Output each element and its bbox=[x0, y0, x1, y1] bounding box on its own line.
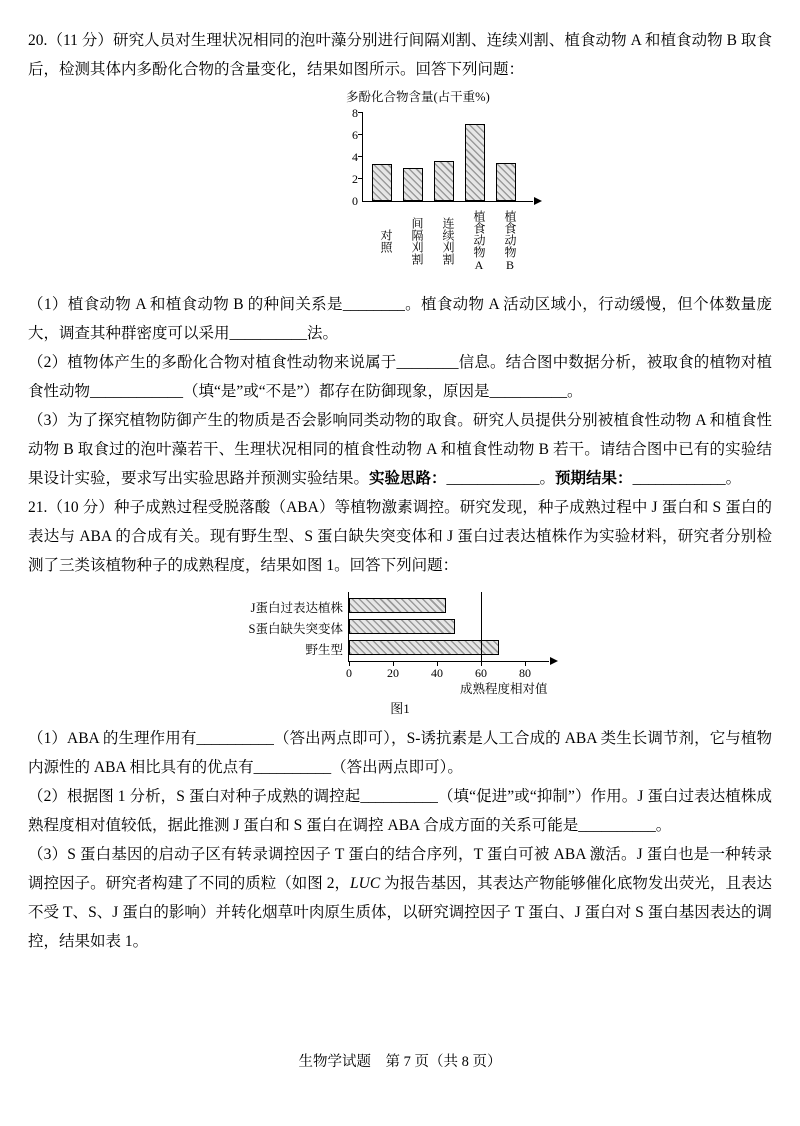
page-footer: 生物学试题 第 7 页（共 8 页） bbox=[298, 1054, 502, 1070]
q20-sub3-label-result: 预期结果： bbox=[555, 470, 633, 487]
axis-label-间隔刈割: 间隔刈割 bbox=[410, 217, 424, 265]
y-tick-mark bbox=[358, 156, 363, 157]
axis-label-连续刈割: 连续刈割 bbox=[441, 217, 455, 265]
chart1-body bbox=[346, 106, 586, 208]
y-tick-mark bbox=[358, 134, 363, 135]
chart2-x-ticks bbox=[346, 662, 549, 682]
category-label-J蛋白过表达植株: J蛋白过表达植株 bbox=[250, 601, 343, 615]
maturity-bar-chart bbox=[230, 592, 590, 716]
polyphenol-bar-chart bbox=[346, 90, 586, 280]
bar-J蛋白过表达植株 bbox=[349, 598, 446, 613]
axis-label-植食动物A: 植食动物A bbox=[472, 210, 486, 272]
q20-sub3-label-approach: 实验思路： bbox=[369, 470, 447, 487]
x-tick-60: 60 bbox=[475, 666, 487, 680]
y-tick-6: 6 bbox=[352, 128, 358, 142]
category-label-S蛋白缺失突变体: S蛋白缺失突变体 bbox=[248, 622, 343, 636]
chart2-x-axis-label: 成熟程度相对值 bbox=[460, 682, 548, 696]
q20-sub1: （1）植食动物 A 和植食动物 B 的种间关系是________。植食动物 A 活动区域小，行动缓慢，但个体数量庞大，调查其种群密度可以采用__________法。 bbox=[28, 296, 772, 342]
y-tick-mark bbox=[358, 178, 363, 179]
q20-sub2: （2）植物体产生的多酚化合物对植食性动物来说属于________信息。结合图中数据分析，被取食的植物对植食性动物____________（填“是”或“不是”）都存在防御现象，原因是__________。 bbox=[28, 354, 772, 400]
bar-S蛋白缺失突变体 bbox=[349, 619, 455, 634]
axis-label-植食动物B: 植食动物B bbox=[503, 210, 517, 272]
q20-sub3-blank2: ____________。 bbox=[632, 470, 742, 487]
q21-sub3-post: 为报告基因，其表达产物能够催化底物发出荧光，且表达不受 T、S、J 蛋白的影响）并转化烟草叶肉原生质体，以研究调控因子 T 蛋白、J 蛋白对 S 蛋白基因表达的调控，结果如表 1。 bbox=[28, 875, 772, 950]
bar-野生型 bbox=[349, 640, 499, 655]
x-tick-80: 80 bbox=[519, 666, 531, 680]
chart1-title: 多酚化合物含量(占干重%) bbox=[346, 90, 490, 104]
chart2-plot bbox=[348, 592, 549, 662]
q21-sub3 bbox=[28, 840, 772, 956]
q20-sub3-main: （3）为了探究植物防御产生的物质是否会影响同类动物的取食。研究人员提供分别被植食性动物 A 和植食性动物 B 取食过的泡叶藻若干、生理状况相同的植食性动物 A 和植食性动物 B 若干。请结合图中已有的实验结果设计实验，要求写出实验思路并预测实验结果。 bbox=[28, 412, 772, 487]
q21-sub1: （1）ABA 的生理作用有__________（答出两点即可），S-诱抗素是人工合成的 ABA 类生长调节剂，它与植物内源性的 ABA 相比具有的优点有__________（答出两点即可）。 bbox=[28, 730, 772, 776]
x-tick-0: 0 bbox=[346, 666, 352, 680]
chart1-y-axis bbox=[346, 106, 362, 208]
chart2-body bbox=[230, 592, 590, 662]
category-label-野生型: 野生型 bbox=[305, 643, 343, 657]
q21-sub3-luc-gene: LUC bbox=[350, 875, 381, 892]
q21-stem: 21.（10 分）种子成熟过程受脱落酸（ABA）等植物激素调控。研究发现，种子成熟过程中 J 蛋白和 S 蛋白的表达与 ABA 的合成有关。现有野生型、S 蛋白缺失突变体和 J 蛋白过表达植株作为实验材料，研究者分别检测了三类该植物种子的成熟程度，结果如图 1。回答下列问题： bbox=[28, 499, 772, 574]
x-axis-arrow-icon bbox=[550, 657, 558, 665]
y-tick-4: 4 bbox=[352, 150, 358, 164]
bar-植食动物B bbox=[496, 163, 516, 202]
bar-连续刈割 bbox=[434, 161, 454, 201]
chart1-plot bbox=[362, 113, 533, 202]
y-tick-2: 2 bbox=[352, 172, 358, 186]
chart1-x-labels bbox=[362, 202, 586, 280]
bar-植食动物A bbox=[465, 124, 485, 201]
x-axis-arrow-icon bbox=[534, 197, 542, 205]
bar-对照 bbox=[372, 164, 392, 201]
bar-间隔刈割 bbox=[403, 168, 423, 201]
q21-sub2: （2）根据图 1 分析，S 蛋白对种子成熟的调控起__________（填“促进”或“抑制”）作用。J 蛋白过表达植株成熟程度相对值较低，据此推测 J 蛋白和 S 蛋白在调控 ABA 合成方面的关系可能是__________。 bbox=[28, 788, 772, 834]
reference-line-60 bbox=[481, 592, 482, 661]
axis-label-对照: 对照 bbox=[379, 229, 393, 253]
q20-sub3-blank1: ____________。 bbox=[446, 470, 556, 487]
chart2-caption: 图1 bbox=[390, 701, 410, 716]
chart2-category-labels bbox=[230, 592, 348, 662]
q20-stem: 20.（11 分）研究人员对生理状况相同的泡叶藻分别进行间隔刈割、连续刈割、植食动物 A 和植食动物 B 取食后，检测其体内多酚化合物的含量变化，结果如图所示。回答下列问题： bbox=[28, 32, 772, 78]
q20-sub3 bbox=[28, 406, 772, 493]
y-tick-0: 0 bbox=[352, 194, 358, 208]
x-tick-40: 40 bbox=[431, 666, 443, 680]
q21-sub3-pre: （3）S 蛋白基因的启动子区有转录调控因子 T 蛋白的结合序列，T 蛋白可被 ABA 激活。J 蛋白也是一种转录调控因子。研究者构建了不同的质粒（如图 2， bbox=[28, 846, 772, 892]
y-tick-mark bbox=[358, 112, 363, 113]
x-tick-20: 20 bbox=[387, 666, 399, 680]
y-tick-8: 8 bbox=[352, 106, 358, 120]
